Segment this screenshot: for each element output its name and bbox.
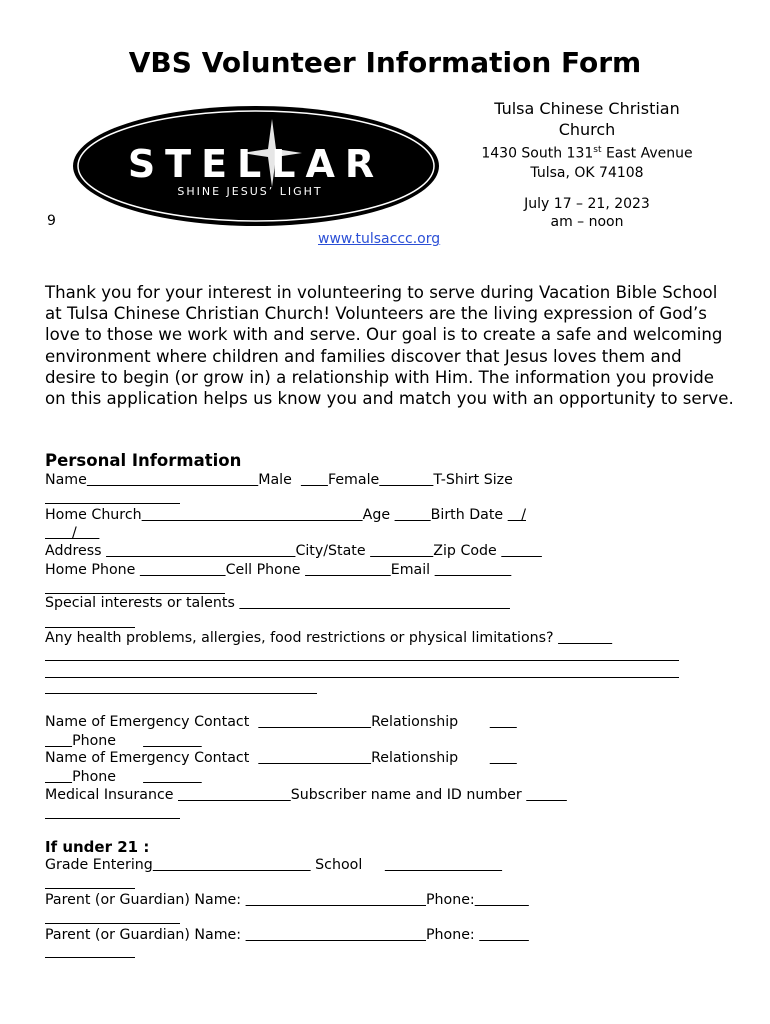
relationship2-cont[interactable] [45, 769, 72, 785]
school-cont-field[interactable] [45, 888, 135, 889]
male-label: Male [258, 472, 292, 488]
home-church-row [45, 506, 526, 524]
relationship1-label: Relationship [371, 714, 459, 730]
intro-paragraph: Thank you for your interest in volunteering to serve during Vacation Bible School at Tulsa Chinese Christian Church! Volunteers are the living expression of God’s love to those we work with and serve. Our goal is to create a safe and welcoming environment where children and families discover that Jesus loves them and desire to begin (or grow in) a relationship with Him. The information you provide on this application helps us know you and match you with an opportunity to serve. [45, 283, 734, 409]
insurance-field[interactable] [178, 787, 291, 803]
parent1-phone-cont[interactable] [45, 923, 180, 924]
name-row [45, 471, 513, 489]
birth-label: Birth Date [430, 507, 504, 523]
insurance-label: Medical Insurance [45, 787, 174, 803]
interests-row [45, 594, 510, 612]
tshirt-label: T-Shirt Size [433, 472, 513, 488]
health-line-3[interactable] [45, 693, 317, 694]
health-label: Any health problems, allergies, food restrictions or physical limitations? [45, 630, 554, 646]
grade-row [45, 856, 502, 874]
male-field[interactable] [301, 472, 328, 488]
emergency2-row [45, 749, 517, 767]
parent1-field[interactable] [246, 892, 426, 908]
interests-field[interactable] [239, 595, 510, 611]
grade-label: Grade Entering [45, 857, 153, 873]
home-church-field[interactable] [142, 507, 363, 523]
birth-month-field[interactable]: / [507, 507, 526, 523]
emergency1-row [45, 713, 517, 731]
city-label: City/State [295, 543, 366, 559]
relationship2-field[interactable] [490, 750, 517, 766]
parent1-label: Parent (or Guardian) Name: [45, 892, 242, 908]
health-row [45, 629, 612, 647]
website-link[interactable]: www.tulsaccc.org [318, 231, 441, 247]
stray-number: 9 [47, 213, 56, 229]
stellar-logo [70, 103, 442, 229]
address-label: Address [45, 543, 102, 559]
subscriber-label: Subscriber name and ID number [290, 787, 522, 803]
cell-phone-label: Cell Phone [225, 562, 301, 578]
city-field[interactable] [370, 543, 433, 559]
parent2-phone-field[interactable] [479, 927, 529, 943]
parent2-phone-label: Phone: [425, 927, 475, 943]
interests-label: Special interests or talents [45, 595, 235, 611]
personal-info-heading: Personal Information [45, 451, 242, 470]
parent2-row [45, 926, 529, 944]
zip-field[interactable] [501, 543, 542, 559]
phone-row [45, 561, 511, 579]
church-name: Tulsa Chinese Christian Church [494, 99, 680, 139]
church-address: 1430 South 131st East Avenue Tulsa, OK 74108 [470, 141, 704, 183]
under21-heading: If under 21 : [45, 838, 150, 856]
phone2-field[interactable] [143, 769, 202, 785]
parent1-phone-field[interactable] [475, 892, 529, 908]
emergency1-label: Name of Emergency Contact [45, 714, 250, 730]
address-row [45, 542, 542, 560]
cell-phone-field[interactable] [305, 562, 391, 578]
age-field[interactable] [395, 507, 431, 523]
parent1-row [45, 891, 529, 909]
logo-word: STELLAR [127, 142, 385, 186]
name-field[interactable] [87, 472, 258, 488]
subscriber-cont-field[interactable] [45, 818, 180, 819]
logo-tagline: SHINE JESUS’ LIGHT [177, 185, 323, 198]
parent2-field[interactable] [246, 927, 426, 943]
tshirt-field[interactable] [45, 503, 180, 504]
home-phone-label: Home Phone [45, 562, 136, 578]
parent1-phone-label: Phone: [425, 892, 475, 908]
page-title: VBS Volunteer Information Form [128, 46, 642, 79]
parent2-label: Parent (or Guardian) Name: [45, 927, 242, 943]
email-label: Email [390, 562, 431, 578]
parent2-phone-cont[interactable] [45, 957, 135, 958]
school-field[interactable] [385, 857, 502, 873]
female-label: Female [327, 472, 380, 488]
zip-label: Zip Code [433, 543, 497, 559]
birth-day-field[interactable]: / [45, 525, 100, 541]
phone1-label: Phone [72, 733, 117, 749]
relationship1-field[interactable] [490, 714, 517, 730]
emergency2-phone-row [45, 768, 202, 786]
emergency1-field[interactable] [258, 714, 371, 730]
church-city: Tulsa, OK 74108 [530, 164, 644, 181]
home-church-label: Home Church [45, 507, 142, 523]
school-label: School [315, 857, 363, 873]
birth-cont-row [45, 524, 99, 542]
health-line-2[interactable] [45, 677, 679, 678]
emergency2-label: Name of Emergency Contact [45, 750, 250, 766]
name-label: Name [45, 472, 87, 488]
emergency1-phone-row [45, 732, 202, 750]
event-dates: July 17 – 21, 2023 am – noon [524, 196, 650, 230]
relationship1-cont[interactable] [45, 733, 72, 749]
health-field[interactable] [558, 630, 612, 646]
interests-cont-field[interactable] [45, 627, 135, 628]
grade-field[interactable] [153, 857, 311, 873]
email-field[interactable] [435, 562, 512, 578]
emergency2-field[interactable] [258, 750, 371, 766]
subscriber-field[interactable] [526, 787, 567, 803]
age-label: Age [362, 507, 391, 523]
female-field[interactable] [379, 472, 433, 488]
insurance-row [45, 786, 567, 804]
phone2-label: Phone [72, 769, 117, 785]
phone1-field[interactable] [143, 733, 202, 749]
address-field[interactable] [106, 543, 295, 559]
relationship2-label: Relationship [371, 750, 459, 766]
health-line-1[interactable] [45, 660, 679, 661]
home-phone-field[interactable] [140, 562, 226, 578]
